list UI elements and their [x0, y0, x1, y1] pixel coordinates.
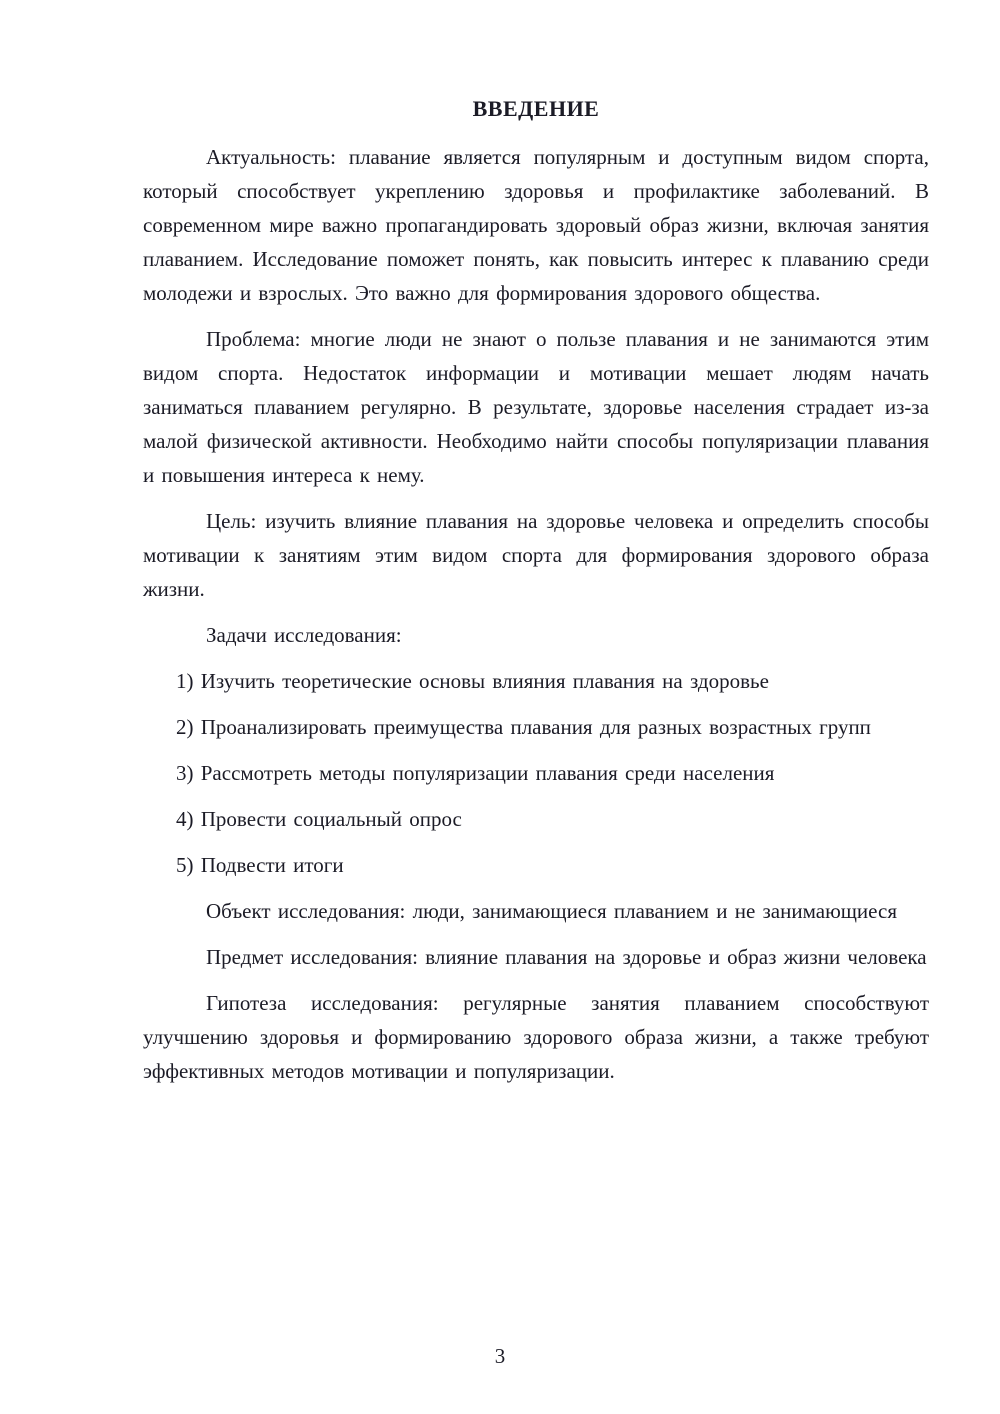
task-item-3: 3) Рассмотреть методы популяризации плавания среди населения	[176, 761, 775, 785]
page-number: 3	[494, 1344, 506, 1368]
task-item-1: 1) Изучить теоретические основы влияния плавания на здоровье	[176, 669, 769, 693]
paragraph-goal: Цель: изучить влияние плавания на здоровье человека и определить способы мотивации к занятиям этим видом спорта для формирования здорового образа жизни.	[143, 509, 929, 601]
document-title: ВВЕДЕНИЕ	[472, 96, 600, 121]
task-item-4: 4) Провести социальный опрос	[176, 807, 462, 831]
paragraph-object: Объект исследования: люди, занимающиеся плаванием и не занимающиеся	[206, 899, 897, 923]
tasks-heading: Задачи исследования:	[206, 623, 402, 647]
task-item-5: 5) Подвести итоги	[176, 853, 344, 877]
paragraph-relevance: Актуальность: плавание является популярным и доступным видом спорта, который способствует укреплению здоровья и профилактике заболеваний. В современном мире важно пропагандировать здоровый образ жизни, включая занятия плаванием. Исследование поможет понять, как повысить интерес к плаванию среди молодежи и взрослых. Это важно для формирования здорового общества.	[143, 145, 929, 305]
paragraph-hypothesis: Гипотеза исследования: регулярные занятия плаванием способствуют улучшению здоровья и формированию здорового образа жизни, а также требуют эффективных методов мотивации и популяризации.	[143, 991, 929, 1083]
task-item-2: 2) Проанализировать преимущества плавания для разных возрастных групп	[176, 715, 871, 739]
paragraph-problem: Проблема: многие люди не знают о пользе плавания и не занимаются этим видом спорта. Недостаток информации и мотивации мешает людям начать заниматься плаванием регулярно. В результате, здоровье населения страдает из-за малой физической активности. Необходимо найти способы популяризации плавания и повышения интереса к нему.	[143, 327, 929, 487]
paragraph-subject: Предмет исследования: влияние плавания на здоровье и образ жизни человека	[206, 945, 927, 969]
